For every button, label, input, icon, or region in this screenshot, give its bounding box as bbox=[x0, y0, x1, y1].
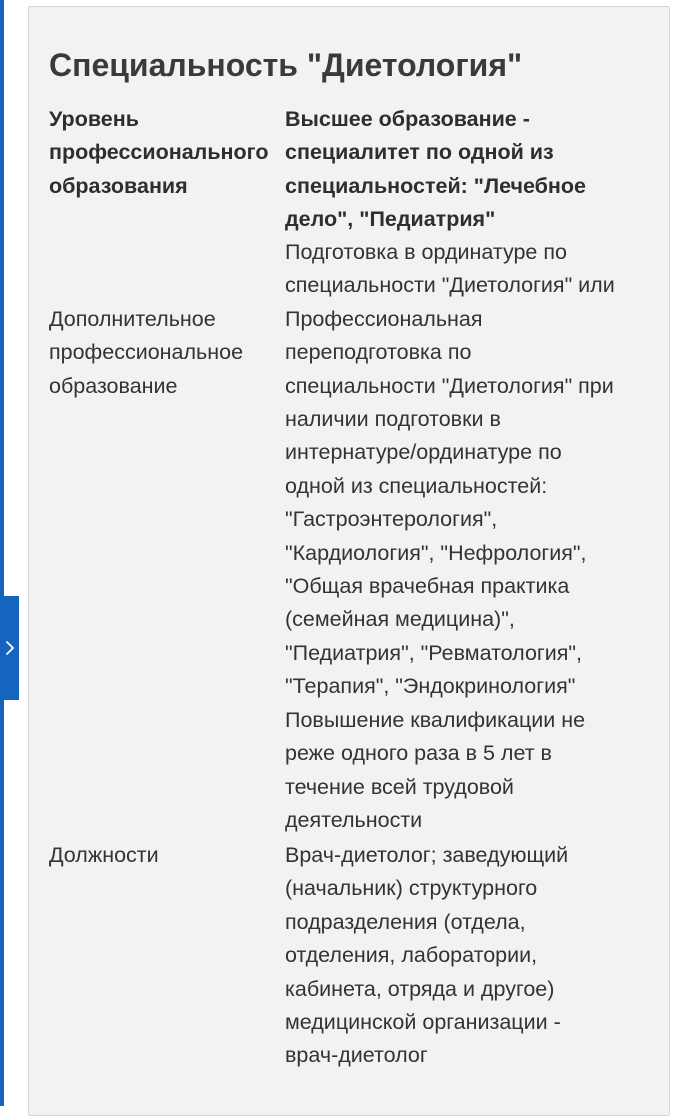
positions-label: Должности bbox=[49, 843, 159, 867]
specialty-title: Специальность "Диетология" bbox=[49, 47, 523, 83]
sidebar-toggle-button[interactable] bbox=[0, 596, 19, 700]
additional-education-label: Дополнительное профессиональное образование bbox=[49, 307, 244, 398]
left-accent-bar bbox=[0, 0, 4, 1106]
positions-value: Врач-диетолог; заведующий (начальник) структурного подразделения (отдела, отделения, лаборатории, кабинета, отряда и другое) медицинской организации - врач-диетолог bbox=[285, 843, 569, 1068]
education-level-value: Высшее образование - специалитет по одной из специальностей: "Лечебное дело", "Педиатрия" bbox=[285, 107, 587, 232]
education-level-label: Уровень профессионального образования bbox=[49, 107, 269, 198]
additional-education-value: Подготовка в ординатуре по специальности "Диетология" или Профессиональная переподготовка по специальности "Диетология" при наличии подготовки в интернатуре/ординатуре по одной из специальностей: "Гастроэнтерология", "Кардиология", "Нефрология", "Общая врачебная практика (семейная медицина)", "Педиатрия", "Ревматология", "Терапия", "Эндокринология" Повышение квалификации не реже одного раза в 5 лет в течение всей трудовой деятельности bbox=[285, 240, 615, 832]
specialty-card bbox=[28, 6, 670, 1116]
chevron-right-icon bbox=[5, 640, 15, 656]
